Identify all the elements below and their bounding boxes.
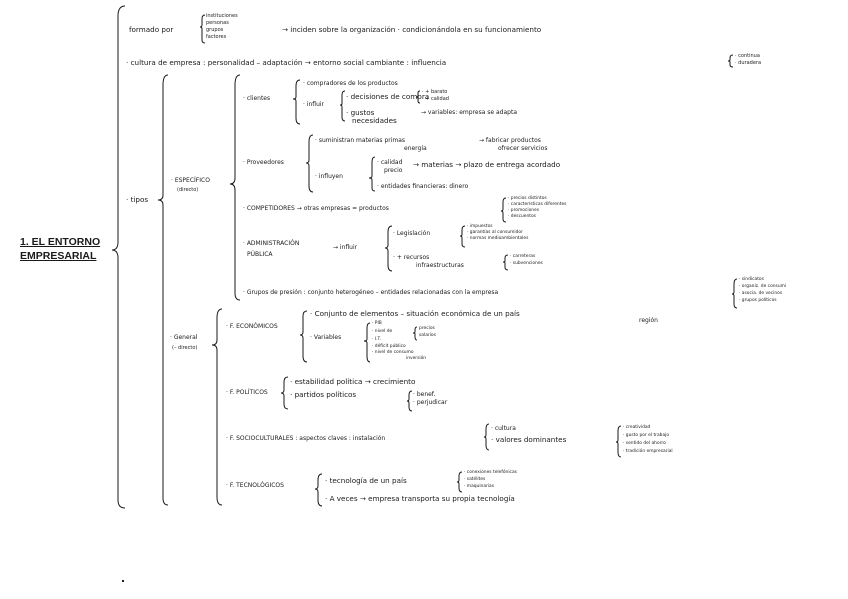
economicos-variables: · Variables [310,334,342,341]
formado-item: personas [206,20,229,26]
clientes-necesidades: necesidades [352,116,397,125]
formado-item: grupos [206,27,224,33]
formado-item: instituciones [206,13,238,19]
valores-item: · creatividad [623,425,651,430]
politicos-label: · F. POLÍTICOS [226,389,268,396]
cultura-text: · cultura de empresa : personalidad – adaptación → entorno social cambiante : influencia [126,58,447,67]
diagram-title-line-2: EMPRESARIAL [20,250,97,262]
administracion-legislacion: · Legislación [393,230,431,237]
nivel-item: precios [419,326,435,331]
administracion-infraestructuras: infraestructuras [416,262,464,269]
legislacion-item: · normas medioambientales [467,236,529,241]
economicos-region: región [639,317,658,324]
competidores-item: · promociones [508,208,540,213]
clientes-influir: · influir [303,101,324,108]
valores-item: · sentido del ahorro [623,441,666,446]
partidos-item: · perjudicar [413,399,448,406]
competidores-item: · características diferentes [508,202,567,207]
politicos-partidos: · partidos políticos [290,390,357,399]
competidores-item: · precios distintos [508,196,547,201]
formado-label: formado por [129,25,174,34]
socioculturales-item: · valores dominantes [491,435,567,444]
proveedores-precio: precio [384,167,403,174]
proveedores-ofrecer: ofrecer servicios [498,145,548,152]
general-label: · General [170,334,198,341]
clientes-label: · clientes [243,95,271,102]
competidores-text: · COMPETIDORES → otras empresas = productos [243,205,389,212]
tecnologicos-label: · F. TECNOLÓGICOS [226,482,284,489]
variables-item: inversión [406,356,427,361]
formado-effect: → inciden sobre la organización · condicionándola en su funcionamiento [282,25,542,34]
grupos-item: · sindicatos [739,277,764,282]
variables-item: · I.T. [372,337,382,342]
clientes-decisiones: · decisiones de compra [346,92,430,101]
especifico-sub: (directo) [177,187,199,193]
cultura-item: · continua [735,53,760,59]
decisiones-item: · + barato [422,89,448,95]
recursos-item: · carreteras [510,254,536,259]
gustos-effect: → variables: empresa se adapta [421,109,517,116]
partidos-item: · benef. [413,391,436,398]
tipos-label: · tipos [126,195,149,204]
valores-item: · tradición empresarial [623,449,673,454]
administracion-label: · ADMINISTRACIÓN [243,240,300,247]
economicos-conjunto: · Conjunto de elementos – situación económica de un país [310,309,520,318]
tecnologicos-aveces: · A veces → empresa transporta su propia tecnología [325,494,515,503]
especifico-label: · ESPECÍFICO [171,177,210,184]
tecnologicos-tecnologia: · tecnología de un país [325,476,407,485]
tecnologia-item: · conexiones telefónicas [464,470,517,475]
economicos-label: · F. ECONÓMICOS [226,323,278,330]
clientes-gustos: · gustos [346,108,375,117]
grupos-item: · asocia. de vecinos [739,291,783,296]
administracion-influir: → influir [333,244,358,251]
general-sub: (– directo) [172,345,198,351]
competidores-item: · descuentos [508,214,536,219]
variables-item: · nivel de [372,329,393,334]
proveedores-label: · Proveedores [243,159,284,166]
decisiones-item: · + calidad [422,96,449,102]
calidad-effect: → materias → plazo de entrega acordado [413,160,561,169]
administracion-recursos: · + recursos [393,254,430,261]
proveedores-influyen: · influyen [315,173,343,180]
proveedores-suministran: · suministran materias primas [315,137,406,144]
cultura-item: · duradera [735,60,762,66]
proveedores-energia: energía [404,145,427,152]
variables-item: · déficit público [372,344,406,349]
grupos-item: · grupos políticos [739,298,777,303]
variables-item: · PIB [372,321,382,326]
tecnologia-item: · satélites [464,477,486,482]
proveedores-entidades: · entidades financieras: dinero [377,183,469,190]
socioculturales-label: · F. SOCIOCULTURALES : aspectos claves : instalación [226,435,386,442]
legislacion-item: · impuestos [467,224,493,229]
politicos-estabilidad: · estabilidad política → crecimiento [290,377,416,386]
nivel-item: salarios [419,333,436,338]
administracion-publica: PÚBLICA [247,251,273,258]
grupos-presion-text: · Grupos de presión : conjunto heterogéneo – entidades relacionadas con la empresa [243,289,499,296]
proveedores-fabricar: → fabricar productos [479,137,541,144]
formado-item: factores [206,34,227,40]
tecnologia-item: · maquinarias [464,484,495,489]
socioculturales-item: · cultura [491,425,516,432]
grupos-item: · organiz. de consumi [739,284,787,289]
stray-dot [122,580,124,582]
diagram-title-line-1: 1. EL ENTORNO [20,236,101,248]
legislacion-item: · garantías al consumidor [467,230,523,235]
valores-item: · gusto por el trabajo [623,433,670,438]
proveedores-calidad: · calidad [377,159,403,166]
recursos-item: · subvenciones [510,261,543,266]
variables-item: · nivel de consumo [372,350,414,355]
clientes-compradores: · compradores de los productos [303,80,398,87]
